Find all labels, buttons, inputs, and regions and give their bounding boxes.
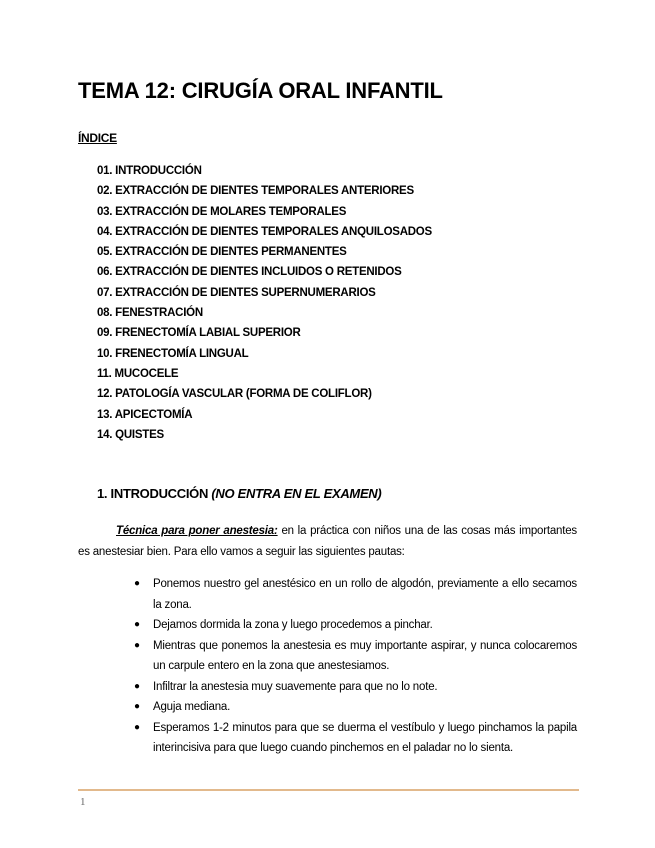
toc-item: 09. FRENECTOMÍA LABIAL SUPERIOR: [97, 327, 301, 340]
list-item: [134, 636, 577, 677]
bullet-list: [134, 574, 577, 759]
bullet-icon: ●: [134, 619, 140, 630]
bullet-icon: ●: [134, 701, 140, 712]
bullet-icon: ●: [134, 639, 140, 651]
bullet-icon: ●: [134, 721, 140, 733]
toc-item: 07. EXTRACCIÓN DE DIENTES SUPERNUMERARIOS: [97, 286, 376, 299]
toc-item: 12. PATOLOGÍA VASCULAR (FORMA DE COLIFLOR): [97, 388, 372, 401]
toc-item: 10. FRENECTOMÍA LINGUAL: [97, 347, 249, 360]
intro-lead: Técnica para poner anestesia:: [116, 525, 278, 537]
intro-paragraph: [78, 521, 577, 563]
toc-item: 14. QUISTES: [97, 428, 164, 441]
list-item-text: Mientras que ponemos la anestesia es muy importante aspirar, y nunca colocaremos un carpule entero en la zona que anestesiamos.: [153, 639, 577, 672]
index-heading: ÍNDICE: [78, 131, 117, 145]
footer-divider: [78, 789, 579, 791]
toc-item: 06. EXTRACCIÓN DE DIENTES INCLUIDOS O RETENIDOS: [97, 266, 402, 279]
toc-item: 02. EXTRACCIÓN DE DIENTES TEMPORALES ANTERIORES: [97, 185, 414, 198]
list-item-text: Infiltrar la anestesia muy suavemente para que no lo note.: [153, 680, 438, 693]
toc-item: 08. FENESTRACIÓN: [97, 307, 203, 320]
toc-item: 11. MUCOCELE: [97, 367, 179, 380]
bullet-icon: ●: [134, 578, 140, 589]
toc-item: 05. EXTRACCIÓN DE DIENTES PERMANENTES: [97, 246, 347, 259]
list-item: [134, 615, 577, 636]
list-item-text: Ponemos nuestro gel anestésico en un rollo de algodón, previamente a ello secamos la zona.: [153, 578, 577, 611]
section-note: (NO ENTRA EN EL EXAMEN): [211, 486, 382, 501]
section-heading: [97, 486, 381, 501]
list-item: [134, 697, 577, 718]
toc-item: 04. EXTRACCIÓN DE DIENTES TEMPORALES ANQUILOSADOS: [97, 225, 432, 238]
page-number: 1: [80, 796, 86, 808]
list-item-text: Aguja mediana.: [153, 701, 231, 713]
bullet-icon: ●: [134, 680, 140, 692]
list-item: [134, 574, 577, 615]
toc-item: 01. INTRODUCCIÓN: [97, 165, 202, 177]
list-item: [134, 677, 577, 698]
list-item-text: Esperamos 1-2 minutos para que se duerma el vestíbulo y luego pinchamos la papila interincisiva para que luego cuando pinchemos en el paladar no lo sienta.: [153, 721, 577, 754]
toc-item: 03. EXTRACCIÓN DE MOLARES TEMPORALES: [97, 205, 347, 218]
intro-text: en la práctica con niños una de las cosas más importantes es anestesiar bien. Para ello vamos a seguir las siguientes pautas:: [78, 525, 577, 558]
table-of-contents: [97, 161, 432, 445]
list-item-text: Dejamos dormida la zona y luego procedemos a pinchar.: [153, 619, 433, 631]
page-title: TEMA 12: CIRUGÍA ORAL INFANTIL: [78, 78, 443, 103]
list-item: [134, 718, 577, 759]
toc-item: 13. APICECTOMÍA: [97, 408, 193, 421]
section-title: 1. INTRODUCCIÓN: [97, 486, 212, 501]
